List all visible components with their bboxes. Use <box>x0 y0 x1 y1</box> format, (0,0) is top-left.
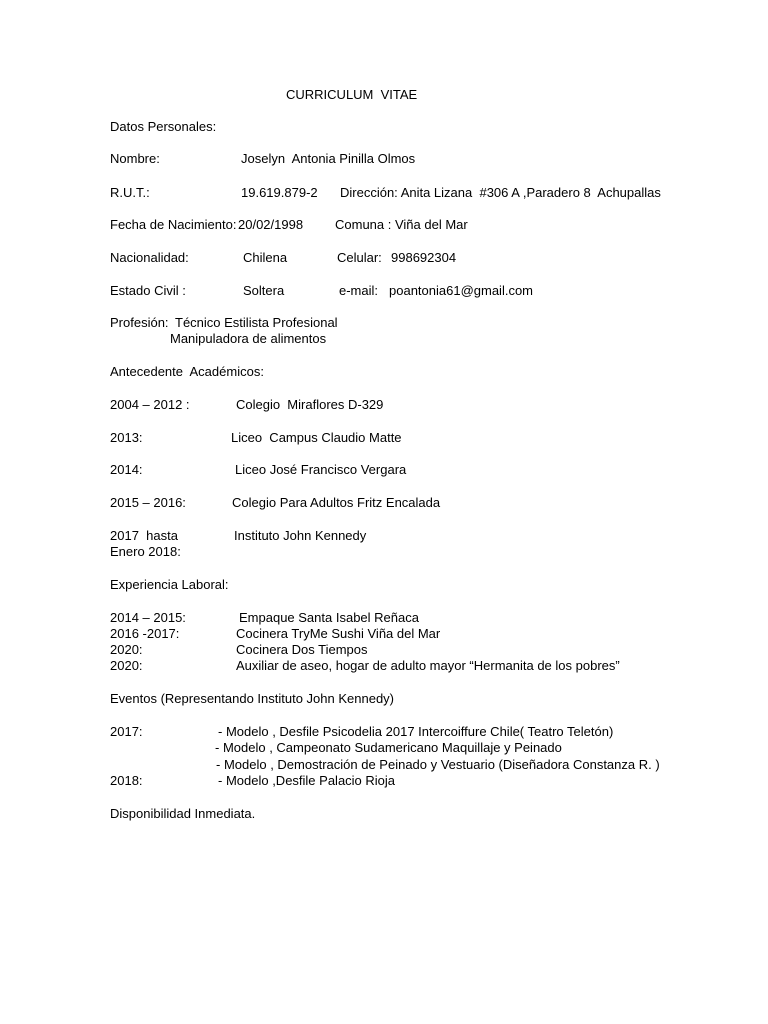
academic-place: Colegio Miraflores D-329 <box>236 397 384 412</box>
work-job: Cocinera Dos Tiempos <box>236 642 368 657</box>
document-title: CURRICULUM VITAE <box>286 87 418 102</box>
academic-place: Liceo José Francisco Vergara <box>235 462 407 477</box>
rut-label: R.U.T.: <box>110 185 150 200</box>
event-item: - Modelo , Campeonato Sudamericano Maquillaje y Peinado <box>215 740 562 755</box>
comuna-text: Comuna : Viña del Mar <box>335 217 468 232</box>
profesion-value-1: Técnico Estilista Profesional <box>175 315 338 330</box>
academic-period: 2014: <box>110 462 143 477</box>
fecha-label: Fecha de Nacimiento: <box>110 217 237 232</box>
work-job: Auxiliar de aseo, hogar de adulto mayor “Hermanita de los pobres” <box>236 658 620 673</box>
academic-place: Instituto John Kennedy <box>234 528 367 543</box>
academic-period: 2017 hasta <box>110 528 178 543</box>
direccion-text: Dirección: Anita Lizana #306 A ,Paradero 8 Achupallas <box>340 185 661 200</box>
estado-civil-value: Soltera <box>243 283 285 298</box>
work-period: 2020: <box>110 658 143 673</box>
work-job: Empaque Santa Isabel Reñaca <box>239 610 419 625</box>
fecha-value: 20/02/1998 <box>238 217 304 232</box>
nombre-value: Joselyn Antonia Pinilla Olmos <box>241 151 416 166</box>
nacionalidad-value: Chilena <box>243 250 288 265</box>
email-value: poantonia61@gmail.com <box>389 283 534 298</box>
nacionalidad-label: Nacionalidad: <box>110 250 189 265</box>
event-item: - Modelo , Demostración de Peinado y Vestuario (Diseñadora Constanza R. ) <box>216 757 660 772</box>
email-label: e-mail: <box>339 283 379 298</box>
event-item: - Modelo ,Desfile Palacio Rioja <box>218 773 396 788</box>
availability-note: Disponibilidad Inmediata. <box>110 806 256 821</box>
section-heading-personal: Datos Personales: <box>110 119 217 134</box>
event-year: 2017: <box>110 724 143 739</box>
academic-period: 2015 – 2016: <box>110 495 186 510</box>
section-heading-work: Experiencia Laboral: <box>110 577 229 592</box>
academic-place: Colegio Para Adultos Fritz Encalada <box>232 495 441 510</box>
academic-period-continued: Enero 2018: <box>110 544 181 559</box>
academic-period: 2004 – 2012 : <box>110 397 190 412</box>
work-job: Cocinera TryMe Sushi Viña del Mar <box>236 626 441 641</box>
work-period: 2016 -2017: <box>110 626 180 641</box>
profesion-value-2: Manipuladora de alimentos <box>170 331 327 346</box>
work-period: 2014 – 2015: <box>110 610 186 625</box>
nombre-label: Nombre: <box>110 151 160 166</box>
section-heading-academic: Antecedente Académicos: <box>110 364 264 379</box>
event-item: - Modelo , Desfile Psicodelia 2017 Intercoiffure Chile( Teatro Teletón) <box>218 724 614 739</box>
academic-place: Liceo Campus Claudio Matte <box>231 430 402 445</box>
rut-value: 19.619.879-2 <box>241 185 318 200</box>
estado-civil-label: Estado Civil : <box>110 283 186 298</box>
celular-label: Celular: <box>337 250 382 265</box>
work-period: 2020: <box>110 642 143 657</box>
event-year: 2018: <box>110 773 143 788</box>
academic-period: 2013: <box>110 430 143 445</box>
celular-value: 998692304 <box>391 250 457 265</box>
profesion-label: Profesión: <box>110 315 169 330</box>
section-heading-events: Eventos (Representando Instituto John Kennedy) <box>110 691 395 706</box>
